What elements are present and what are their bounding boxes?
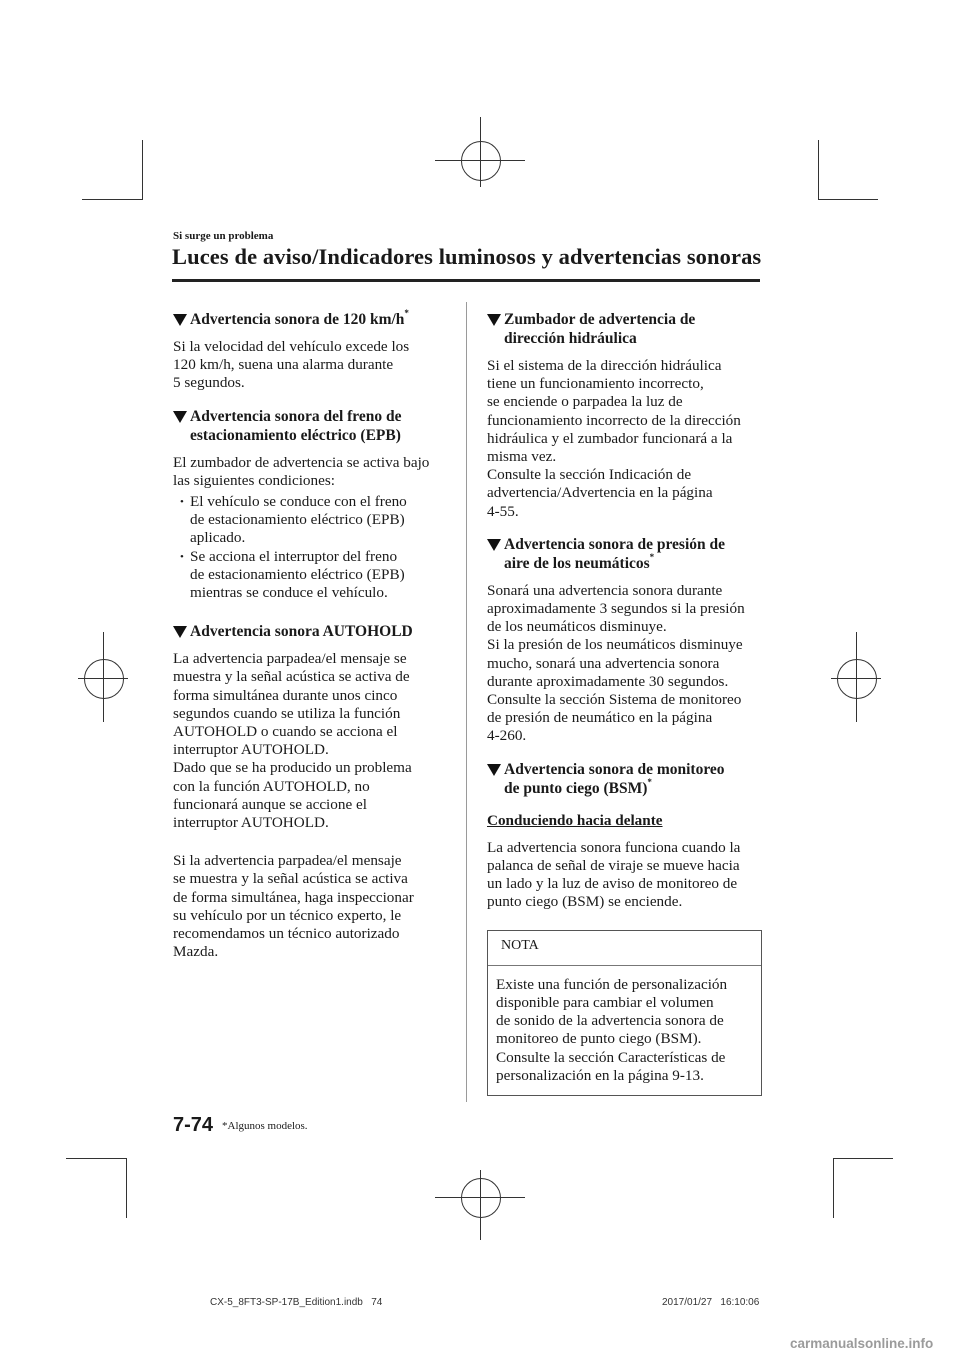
note-box <box>487 930 762 1096</box>
paragraph: Si el sistema de la dirección hidráulica tiene un funcionamiento incorrecto, se enciende o parpadea la luz de funcionamiento incorrecto de la dirección hidráulica y el zumbador funcionará a la misma vez. Consulte la sección Indicación de advertencia/Advertencia en la página 4-55. <box>487 357 741 520</box>
heading-bsm-warning: Advertencia sonora de monitoreo de punto ciego (BSM)* <box>487 760 762 798</box>
paragraph: Si la advertencia parpadea/el mensaje se muestra y la señal acústica se activa de forma simultánea, haga inspeccionar su vehículo por un técnico experto, le recomendamos un técnico autorizado Mazda. <box>173 852 414 961</box>
column-divider <box>466 302 467 1102</box>
heading-epb-warning: Advertencia sonora del freno de estacionamiento eléctrico (EPB) <box>173 407 448 445</box>
triangle-bullet-icon <box>487 314 501 326</box>
triangle-bullet-icon <box>487 764 501 776</box>
header-rule <box>172 279 760 282</box>
heading-autohold-warning: Advertencia sonora AUTOHOLD <box>173 622 448 641</box>
paragraph: La advertencia sonora funciona cuando la palanca de señal de viraje se mueve hacia un lado y la luz de aviso de monitoreo de punto ciego (BSM) se enciende. <box>487 838 741 911</box>
print-slug-date: 2017/01/27 16:10:06 <box>662 1297 760 1308</box>
section-label: Si surge un problema <box>173 230 274 242</box>
right-column <box>487 310 762 1096</box>
list-item: • Se acciona el interruptor del freno de estacionamiento eléctrico (EPB) mientras se conduce el vehículo. <box>173 548 448 603</box>
triangle-bullet-icon <box>173 314 187 326</box>
heading-power-steering-buzzer: Zumbador de advertencia de dirección hidráulica <box>487 310 762 348</box>
note-body: Existe una función de personalización disponible para cambiar el volumen de sonido de la advertencia sonora de monitoreo de punto ciego (BSM). Consulte la sección Características de personalización en la página 9-13. <box>496 975 728 1084</box>
page-number: 7-74 <box>173 1114 214 1136</box>
print-slug-file: CX-5_8FT3-SP-17B_Edition1.indb 74 <box>210 1297 383 1308</box>
paragraph: Sonará una advertencia sonora durante aproximadamente 3 segundos si la presión de los neumáticos disminuye. Si la presión de los neumáticos disminuye mucho, sonará una advertencia sonora durante aproximadamente 30 segundos. Consulte la sección Sistema de monitoreo de presión de neumático en la página 4-260. <box>487 581 745 745</box>
triangle-bullet-icon <box>487 539 501 551</box>
condition-list <box>173 493 448 602</box>
paragraph: Si la velocidad del vehículo excede los 120 km/h, suena una alarma durante 5 segundos. <box>173 338 410 392</box>
heading-120kmh-warning: Advertencia sonora de 120 km/h* <box>173 310 448 329</box>
left-column <box>173 307 448 961</box>
list-item: • El vehículo se conduce con el freno de estacionamiento eléctrico (EPB) aplicado. <box>173 493 448 548</box>
subheading-forward-driving: Conduciendo hacia delante <box>487 811 663 829</box>
paragraph: La advertencia parpadea/el mensaje se muestra y la señal acústica se activa de forma simultánea durante unos cinco segundos cuando se utiliza la función AUTOHOLD o cuando se acciona el interruptor AUTOHOLD. Dado que se ha producido un problema con la función AUTOHOLD, no funcionará aunque se accione el interruptor AUTOHOLD. <box>173 650 412 832</box>
footnote: *Algunos modelos. <box>222 1120 308 1132</box>
note-title: NOTA <box>488 931 761 966</box>
paragraph: El zumbador de advertencia se activa bajo las siguientes condiciones: <box>173 453 430 489</box>
watermark: carmanualsonline.info <box>790 1336 934 1351</box>
chapter-title: Luces de aviso/Indicadores luminosos y advertencias sonoras <box>172 244 762 269</box>
triangle-bullet-icon <box>173 411 187 423</box>
heading-tire-pressure-warning: Advertencia sonora de presión de aire de los neumáticos* <box>487 535 762 573</box>
triangle-bullet-icon <box>173 626 187 638</box>
